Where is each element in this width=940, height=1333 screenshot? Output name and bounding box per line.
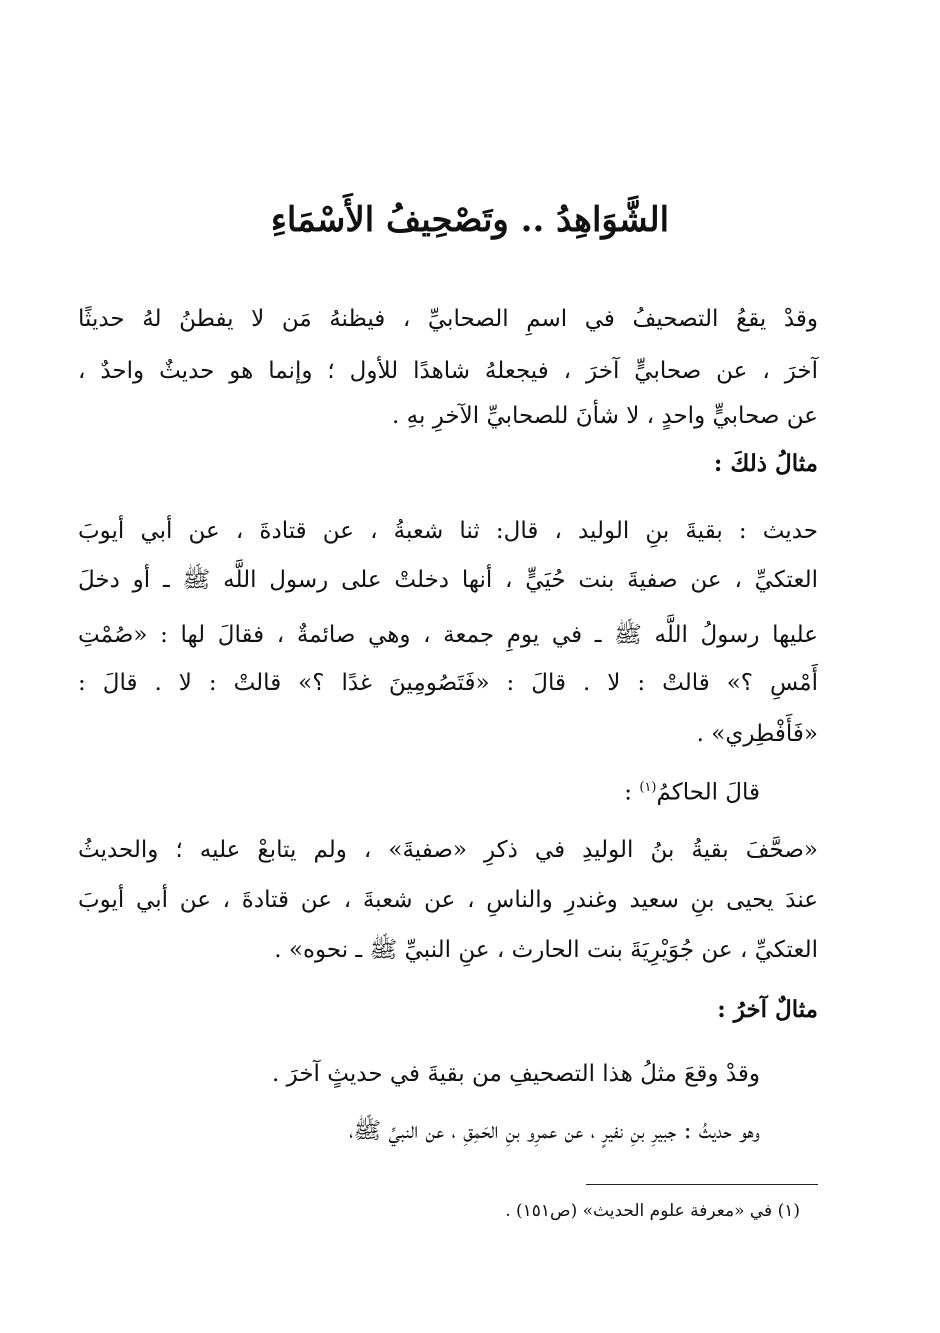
paragraph-line: العتكيِّ ، عن صفيةَ بنت حُيَيٍّ ، أنها دخلتْ على رسول اللَّه ﷺ ـ أو دخلَ <box>78 567 818 593</box>
paragraph-line: عليها رسولُ اللَّه ﷺ ـ في يومِ جمعة ، وهي صائمةٌ ، فقالَ لها : «صُمْتِ <box>78 622 818 648</box>
footnote-reference: (١) <box>639 780 657 795</box>
paragraph-line: عن صحابيٍّ واحدٍ ، لا شأنَ للصحابيِّ الآخرِ بهِ . <box>392 403 818 429</box>
section-heading: مثالُ ذلكَ : <box>713 450 818 477</box>
paragraph-line: آخرَ ، عن صحابيٍّ آخرَ ، فيجعلهُ شاهدًا للأول ؛ وإنما هو حديثٌ واحدٌ ، <box>78 358 818 384</box>
quote-line: العتكيِّ ، عن جُوَيْرِيَةَ بنت الحارث ، عنِ النبيِّ ﷺ ـ نحوه» . <box>274 937 818 963</box>
footnote: (١) في «معرفة علوم الحديث» (ص١٥١) . <box>505 1201 800 1221</box>
quote-line: عندَ يحيى بنِ سعيد وغندرِ والناسِ ، عن شعبةَ ، عن قتادةَ ، عن أبي أيوبَ <box>78 887 818 913</box>
quote-intro-colon: : <box>624 779 632 806</box>
paragraph-line: وقدْ يقعُ التصحيفُ في اسمِ الصحابيِّ ، فيظنهُ مَن لا يفطنُ لهُ حديثًا <box>78 306 818 332</box>
footnote-separator <box>586 1184 818 1185</box>
quote-intro <box>624 770 760 811</box>
quote-line: «صحَّفَ بقيةُ بنُ الوليدِ في ذكرِ «صفيةَ» ، ولم يتابعْ عليه ؛ والحديثُ <box>78 837 818 863</box>
paragraph-line: أَمْسِ ؟» قالتْ : لا . قالَ : «فَتَصُومِينَ غدًا ؟» قالتْ : لا . قالَ : <box>78 670 818 696</box>
page-title: الشَّوَاهِدُ .. وتَصْحِيفُ الأَسْمَاءِ <box>270 200 670 240</box>
paragraph-line: حديث : بقيةَ بنِ الوليد ، قال: ثنا شعبةُ ، عن قتادةَ ، عن أبي أيوبَ <box>78 518 818 544</box>
paragraph-line: وقدْ وقعَ مثلُ هذا التصحيفِ من بقيةَ في حديثٍ آخرَ . <box>272 1061 760 1087</box>
paragraph-line: «فَأَفْطِري» . <box>696 721 818 747</box>
section-heading: مثالٌ آخرُ : <box>717 996 818 1023</box>
quote-intro-text: قالَ الحاكمُ <box>656 779 760 806</box>
paragraph-line: وهو حديثُ : جبيرِ بنِ نفيرٍ ، عن عمرِو بنِ الحَمِقِ ، عن النبيِّ ﷺ، <box>348 1118 760 1144</box>
